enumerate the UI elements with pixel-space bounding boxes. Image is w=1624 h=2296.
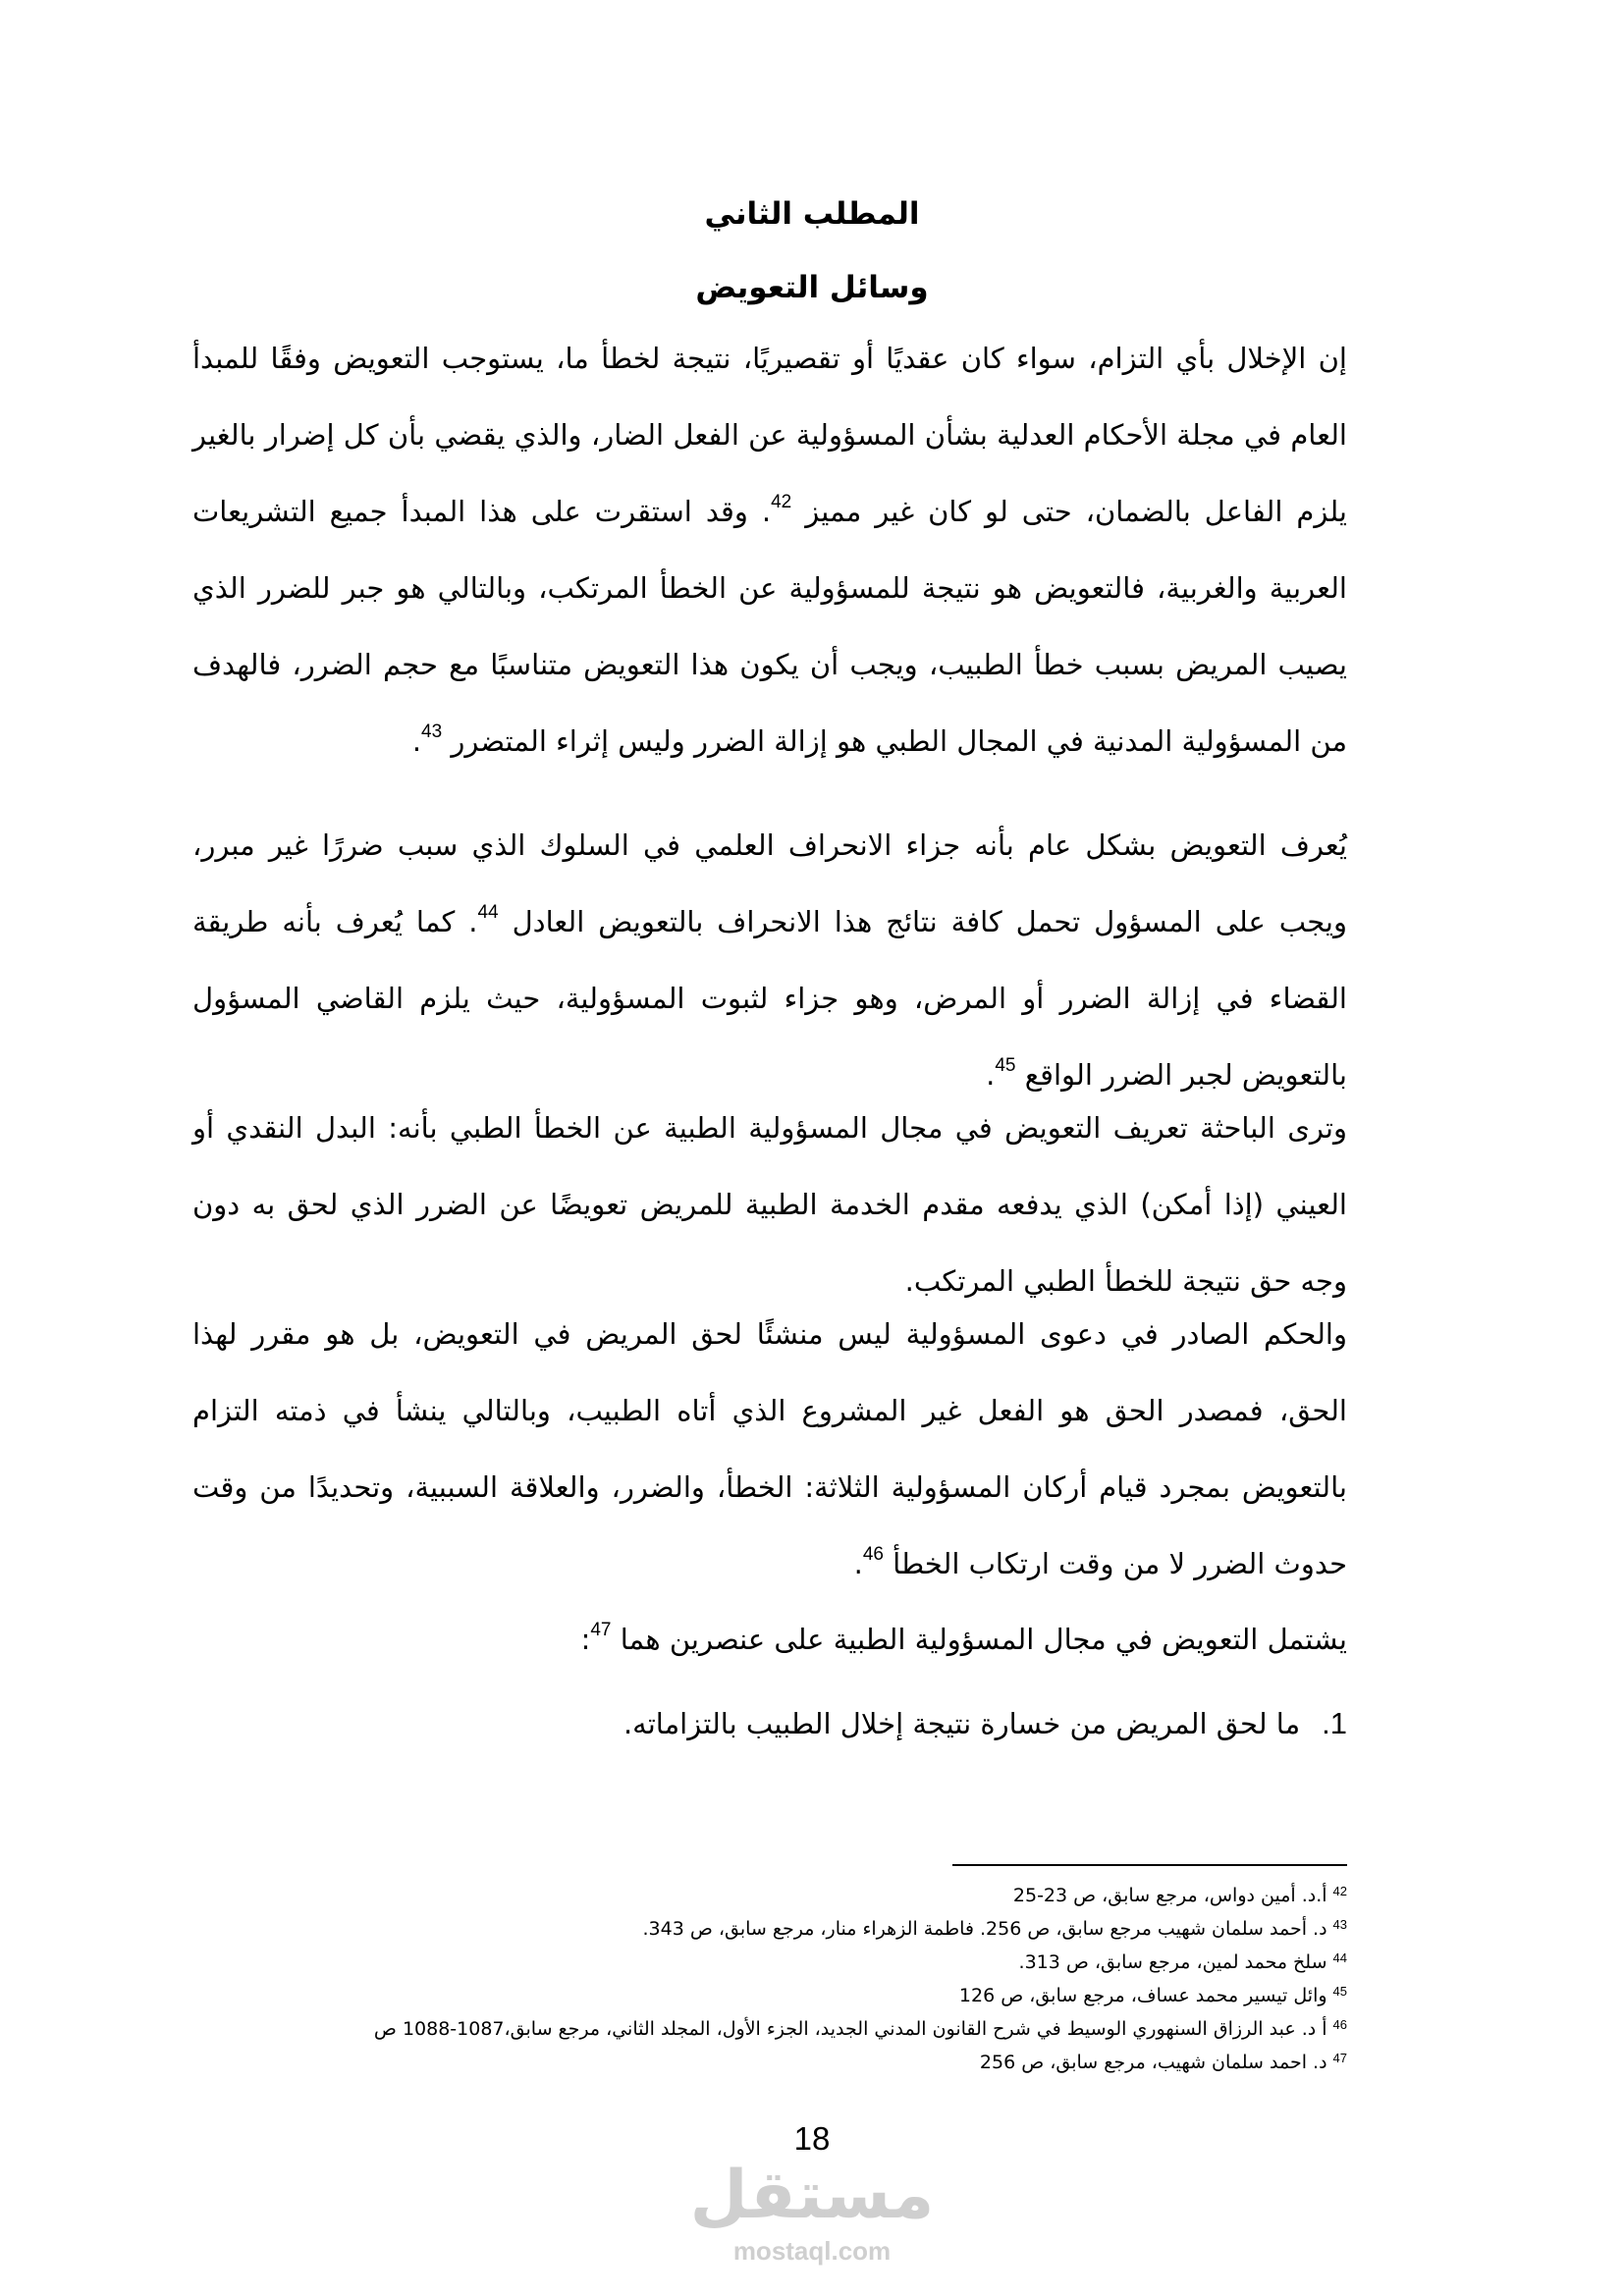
- paragraph-4-end: .: [853, 1547, 863, 1580]
- list-item-number: 1.: [1322, 1706, 1347, 1740]
- list-item: [192, 1694, 1347, 1753]
- paragraph-3: [192, 1090, 1347, 1319]
- paragraph-4-text: والحكم الصادر في دعوى المسؤولية ليس منشئًا لحق المريض في التعويض، بل هو مقرر لهذا الحق، فمصدر الحق هو الفعل غير المشروع الذي أتاه الطبيب، وبالتالي ينشأ في ذمته التزام بالتعويض بمجرد قيام أركان المسؤولية الثلاثة: الخطأ، والضرر، والعلاقة السببية، وتحديدًا من وقت حدوث الضرر لا من وقت ارتكاب الخطأ: [192, 1317, 1347, 1580]
- section-heading: المطلب الثاني: [704, 196, 920, 232]
- paragraph-1-end: .: [411, 724, 422, 758]
- paragraph-2-end: .: [986, 1058, 996, 1092]
- footnote-ref-46: 46: [862, 1544, 884, 1565]
- paragraph-3-text: وترى الباحثة تعريف التعويض في مجال المسؤولية الطبية عن الخطأ الطبي بأنه: البدل النقدي أو العيني (إذا أمكن) الذي يدفعه مقدم الخدمة الطبية للمريض تعويضًا عن الضرر الذي لحق به دون وجه حق نتيجة للخطأ الطبي المرتكب.: [192, 1111, 1347, 1298]
- page-number: 18: [793, 2120, 831, 2157]
- paragraph-4: [192, 1296, 1347, 1602]
- footnote-separator: [952, 1864, 1347, 1866]
- footnote-text: سلخ محمد لمين، مرجع سابق، ص 313.: [1018, 1951, 1327, 1973]
- footnote: [192, 1944, 1347, 1977]
- footnote-number: 44: [1332, 1950, 1347, 1965]
- list-item-text: ما لحق المريض من خسارة نتيجة إخلال الطبيب بالتزاماته.: [623, 1707, 1301, 1740]
- footnote: [192, 1910, 1347, 1944]
- footnote: [192, 1877, 1347, 1910]
- footnote-text: د. احمد سلمان شهيب، مرجع سابق، ص 256: [979, 2052, 1327, 2073]
- footnote-text: وائل تيسير محمد عساف، مرجع سابق، ص 126: [958, 1985, 1327, 2006]
- footnote-ref-45: 45: [995, 1055, 1016, 1076]
- paragraph-5-end: :: [580, 1623, 591, 1656]
- footnote-text: د. أحمد سلمان شهيب مرجع سابق، ص 256. فاطمة الزهراء منار، مرجع سابق، ص 343.: [642, 1918, 1327, 1940]
- paragraph-2-text: يُعرف التعويض بشكل عام بأنه جزاء الانحراف العلمي في السلوك الذي سبب ضررًا غير مبرر، ويجب على المسؤول تحمل كافة نتائج هذا الانحراف بالتعويض العادل: [192, 828, 1347, 938]
- mostaql-watermark: [687, 2156, 937, 2273]
- footnote-ref-42: 42: [771, 492, 792, 512]
- watermark-site: mostaql.com: [732, 2236, 892, 2266]
- footnote-ref-47: 47: [590, 1620, 612, 1640]
- paragraph-5: [192, 1610, 1347, 1669]
- footnote-number: 42: [1332, 1884, 1347, 1898]
- footnote-number: 45: [1332, 1984, 1347, 1999]
- paragraph-2-text-b: . كما يُعرف بأنه طريقة القضاء في إزالة الضرر أو المرض، وهو جزاء لثبوت المسؤولية، حيث يلزم القاضي المسؤول بالتعويض لجبر الضرر الواقع: [192, 905, 1347, 1092]
- paragraph-1: [192, 320, 1347, 779]
- footnote-number: 46: [1332, 2017, 1347, 2032]
- footnote-number: 47: [1332, 2051, 1347, 2065]
- paragraph-2: [192, 807, 1347, 1113]
- footnote: [192, 1977, 1347, 2010]
- footnote: [192, 2010, 1347, 2044]
- footnote: [192, 2044, 1347, 2077]
- footnotes: [192, 1877, 1347, 2077]
- footnote-text: أ.د. أمين دواس، مرجع سابق، ص 23-25: [1012, 1885, 1327, 1906]
- paragraph-1-text: إن الإخلال بأي التزام، سواء كان عقديًا أو تقصيريًا، نتيجة لخطأ ما، يستوجب التعويض وفقًا للمبدأ العام في مجلة الأحكام العدلية بشأن المسؤولية عن الفعل الضار، والذي يقضي بأن كل إضرار بالغير يلزم الفاعل بالضمان، حتى لو كان غير مميز: [192, 342, 1347, 528]
- footnote-ref-43: 43: [421, 721, 443, 742]
- paragraph-1-text-b: . وقد استقرت على هذا المبدأ جميع التشريعات العربية والغربية، فالتعويض هو نتيجة للمسؤولية عن الخطأ المرتكب، وبالتالي هو جبر للضرر الذي يصيب المريض بسبب خطأ الطبيب، ويجب أن يكون هذا التعويض متناسبًا مع حجم الضرر، فالهدف من المسؤولية المدنية في المجال الطبي هو إزالة الضرر وليس إثراء المتضرر: [192, 495, 1347, 758]
- footnote-text: أ د. عبد الرزاق السنهوري الوسيط في شرح القانون المدني الجديد، الجزء الأول، المجلد الثاني، مرجع سابق،1087-1088 ص: [373, 2018, 1327, 2040]
- footnote-number: 43: [1332, 1917, 1347, 1932]
- footnote-ref-44: 44: [477, 902, 499, 923]
- paragraph-5-text: يشتمل التعويض في مجال المسؤولية الطبية على عنصرين هما: [620, 1623, 1347, 1656]
- section-title: وسائل التعويض: [695, 270, 929, 305]
- mostaql-logo-icon: مستقل: [689, 2157, 935, 2234]
